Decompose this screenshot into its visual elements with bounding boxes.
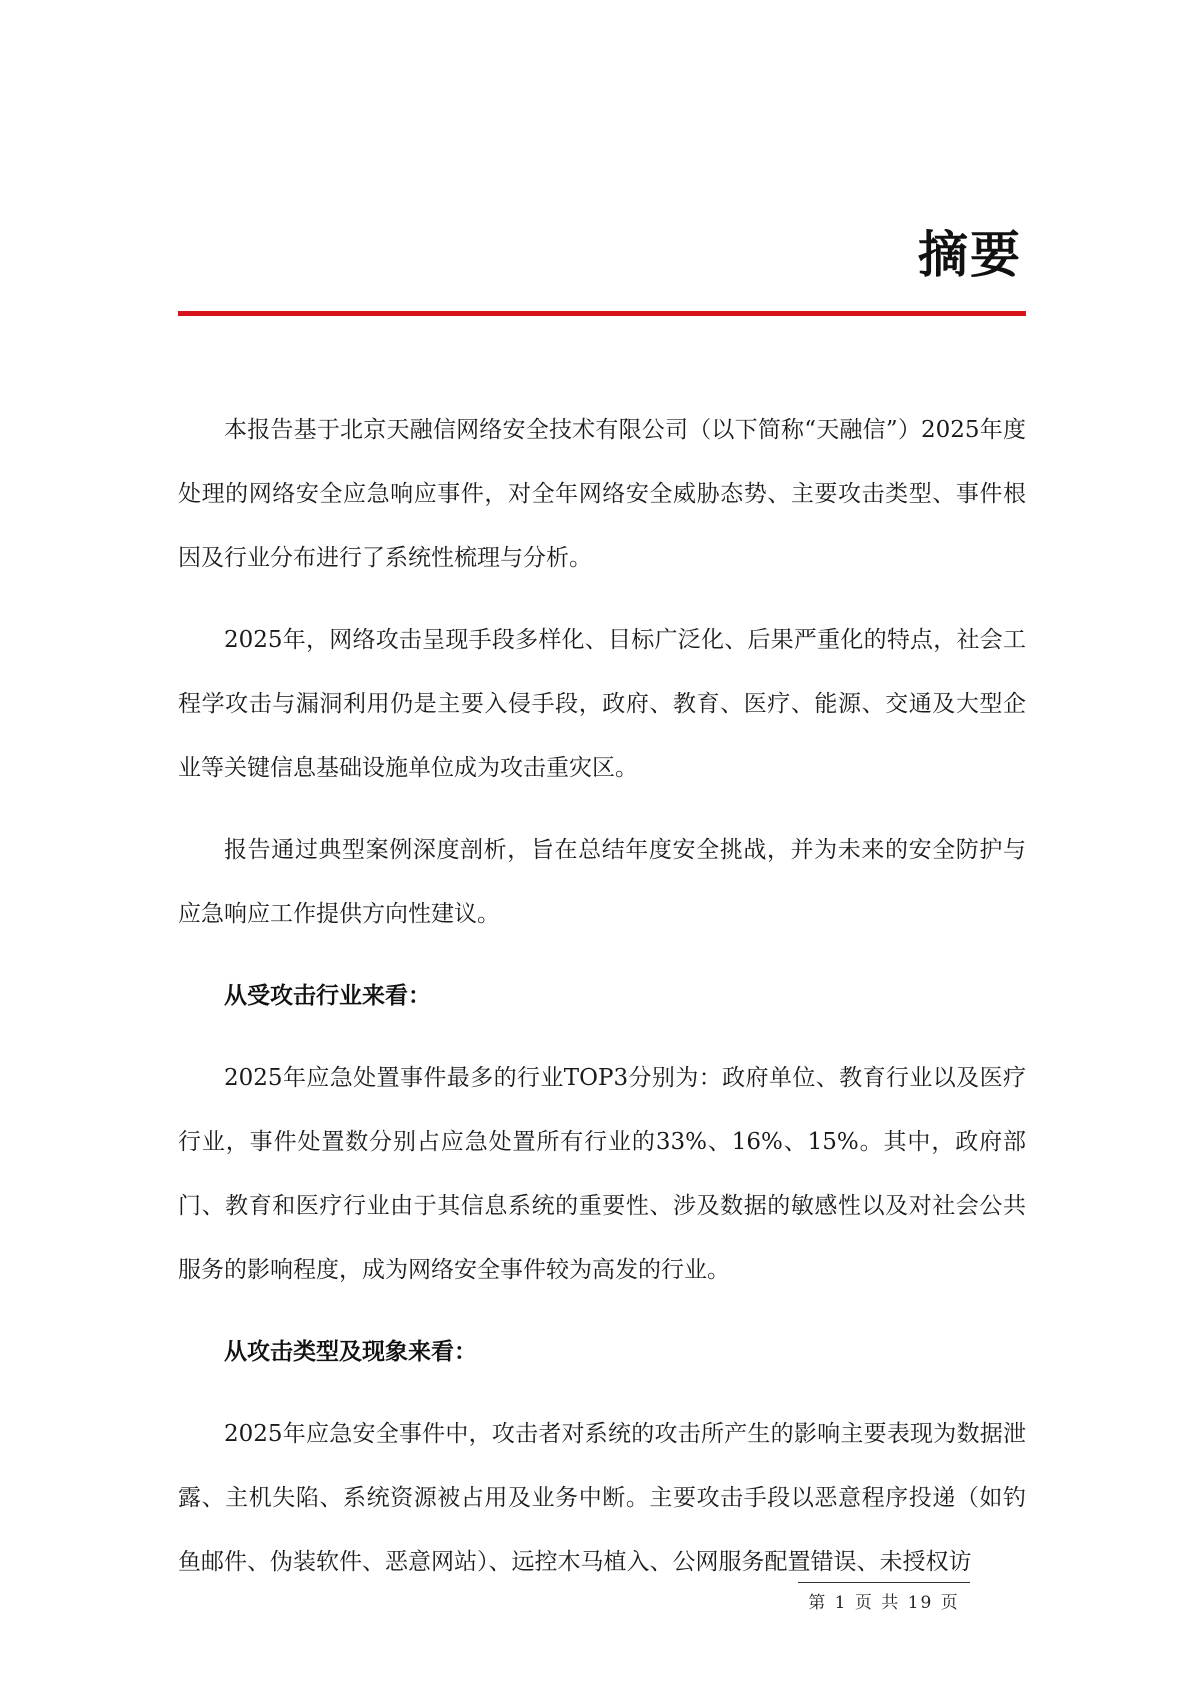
paragraph-trends: 2025年，网络攻击呈现手段多样化、目标广泛化、后果严重化的特点，社会工程学攻击与漏洞利用仍是主要入侵手段，政府、教育、医疗、能源、交通及大型企业等关键信息基础设施单位成为攻击重灾区。 (178, 627, 1026, 781)
paragraph-intro: 本报告基于北京天融信网络安全技术有限公司（以下简称“天融信”）2025年度处理的网络安全应急响应事件，对全年网络安全威胁态势、主要攻击类型、事件根因及行业分布进行了系统性梳理与分析。 (178, 417, 1026, 571)
body-content (178, 398, 1026, 1612)
paragraph-purpose: 报告通过典型案例深度剖析，旨在总结年度安全挑战，并为未来的安全防护与应急响应工作提供方向性建议。 (178, 837, 1026, 927)
page-title: 摘要 (918, 225, 1022, 284)
paragraph-industry: 2025年应急处置事件最多的行业TOP3分别为：政府单位、教育行业以及医疗行业，事件处置数分别占应急处置所有行业的33%、16%、15%。其中，政府部门、教育和医疗行业由于其信息系统的重要性、涉及数据的敏感性以及对社会公共服务的影响程度，成为网络安全事件较为高发的行业。 (178, 1065, 1026, 1283)
footer-divider (798, 1582, 970, 1583)
section-heading-attack-types: 从攻击类型及现象来看： (224, 1338, 477, 1365)
paragraph-attack-types: 2025年应急安全事件中，攻击者对系统的攻击所产生的影响主要表现为数据泄露、主机失陷、系统资源被占用及业务中断。主要攻击手段以恶意程序投递（如钓鱼邮件、伪装软件、恶意网站）、远控木马植入、公网服务配置错误、未授权访 (178, 1421, 1026, 1575)
page-number: 第 1 页 共 19 页 (808, 1593, 960, 1613)
title-divider (178, 311, 1026, 316)
section-heading-industry: 从受攻击行业来看： (224, 982, 431, 1009)
